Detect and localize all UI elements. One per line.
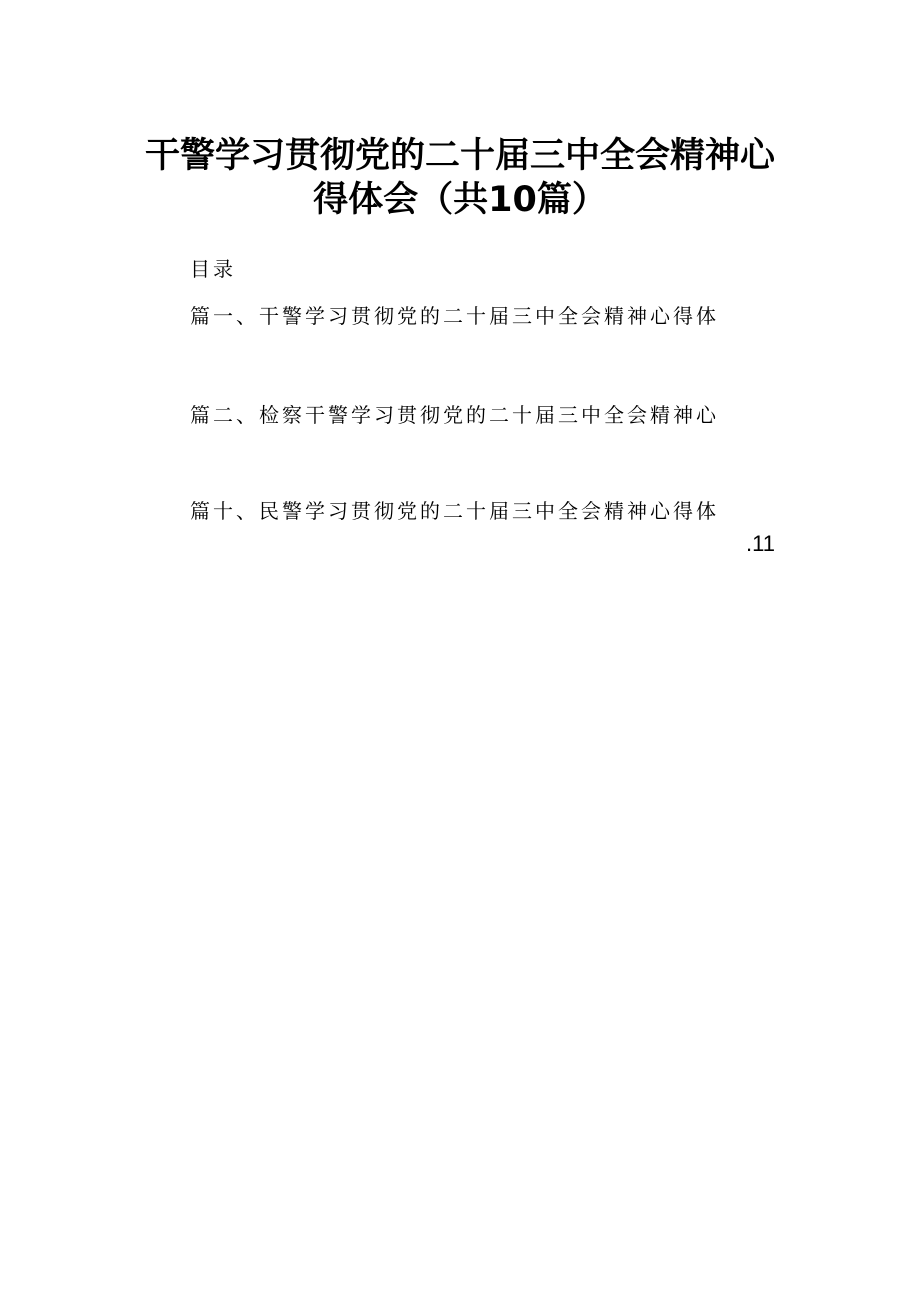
toc-entry-3[interactable]: 篇十、民警学习贯彻党的二十届三中全会精神心得体 bbox=[190, 499, 719, 523]
toc-heading: 目录 bbox=[190, 257, 236, 281]
document-title-line-1: 干警学习贯彻党的二十届三中全会精神心 bbox=[144, 136, 775, 176]
document-title-line-2: 得体会（共10篇） bbox=[313, 180, 607, 220]
toc-entry-1[interactable]: 篇一、干警学习贯彻党的二十届三中全会精神心得体 bbox=[190, 304, 719, 328]
toc-page-number: .11 bbox=[746, 531, 775, 556]
toc-entry-2[interactable]: 篇二、检察干警学习贯彻党的二十届三中全会精神心 bbox=[190, 403, 719, 427]
